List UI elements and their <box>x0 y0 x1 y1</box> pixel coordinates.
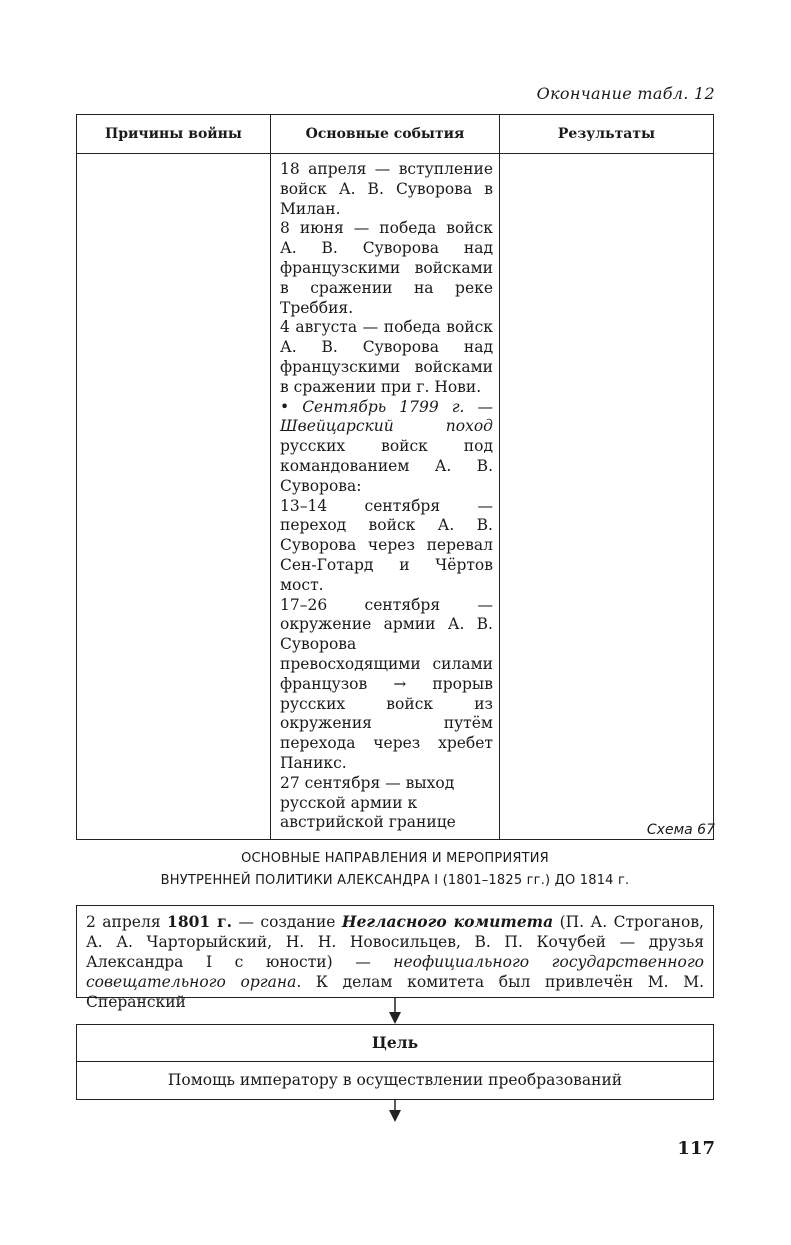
event-date: Сентябрь 1799 г. <box>302 397 465 416</box>
events-cell <box>271 154 500 840</box>
events-table <box>76 114 714 840</box>
causes-cell <box>77 154 271 840</box>
header-results: Результаты <box>500 115 714 154</box>
committee-name: Негласного комитета <box>341 912 554 931</box>
committee-year: 1801 г. <box>167 912 232 931</box>
event-item: • Сентябрь 1799 г. — Швейцарский поход русских войск под командованием А. В. Суворова: <box>280 397 493 495</box>
event-item: 4 августа — победа войск А. В. Суворова над французскими войсками в сражении при г. Нови. <box>280 318 493 396</box>
event-item: 27 сентября — выход русской армии к австрийской границе <box>280 773 456 832</box>
scheme-title-line1: ОСНОВНЫЕ НАПРАВЛЕНИЯ И МЕРОПРИЯТИЯ <box>241 851 549 866</box>
committee-definition: неофициального государственного совещательного органа <box>86 953 704 991</box>
table-row <box>77 154 714 840</box>
scheme-title-line2: ВНУТРЕННЕЙ ПОЛИТИКИ АЛЕКСАНДРА I (1801–1825 гг.) ДО 1814 г. <box>160 873 630 888</box>
table-caption: Окончание табл. 12 <box>536 84 715 103</box>
event-item: 17–26 сентября — окружение армии А. В. Суворова превосходящими силами французов → прорыв русских войск из окружения путём перехода через хребет Паникс. <box>280 595 493 772</box>
event-item: 8 июня — победа войск А. В. Суворова над французскими войсками в сражении на реке Треббия. <box>280 219 493 317</box>
table-header-row <box>77 115 714 154</box>
event-item: 18 апреля — вступление войск А. В. Суворова в Милан. <box>280 160 493 218</box>
results-cell <box>500 154 714 840</box>
committee-box: 2 апреля 1801 г. — создание Негласного комитета (П. А. Строганов, А. А. Чарторыйский, Н. Н. Новосильцев, В. П. Кочубей — друзья Александра I с юности) — неофициального государственного совещательного органа. К делам комитета был привлечён М. М. Сперанский <box>76 905 714 998</box>
header-events: Основные события <box>271 115 500 154</box>
header-causes: Причины войны <box>77 115 271 154</box>
event-name: Швейцарский поход <box>280 417 493 436</box>
arrow-down-icon <box>389 998 401 1024</box>
scheme-label: Схема 67 <box>646 822 715 838</box>
page-number: 117 <box>677 1138 715 1159</box>
goal-box <box>76 1024 714 1100</box>
goal-heading: Цель <box>77 1025 713 1062</box>
goal-text: Помощь императору в осуществлении преобразований <box>167 1071 623 1089</box>
bullet-icon: • <box>280 397 290 416</box>
event-item: 13–14 сентября — переход войск А. В. Суворова через перевал Сен-Готард и Чёртов мост. <box>280 496 493 594</box>
arrow-down-icon <box>389 1100 401 1122</box>
